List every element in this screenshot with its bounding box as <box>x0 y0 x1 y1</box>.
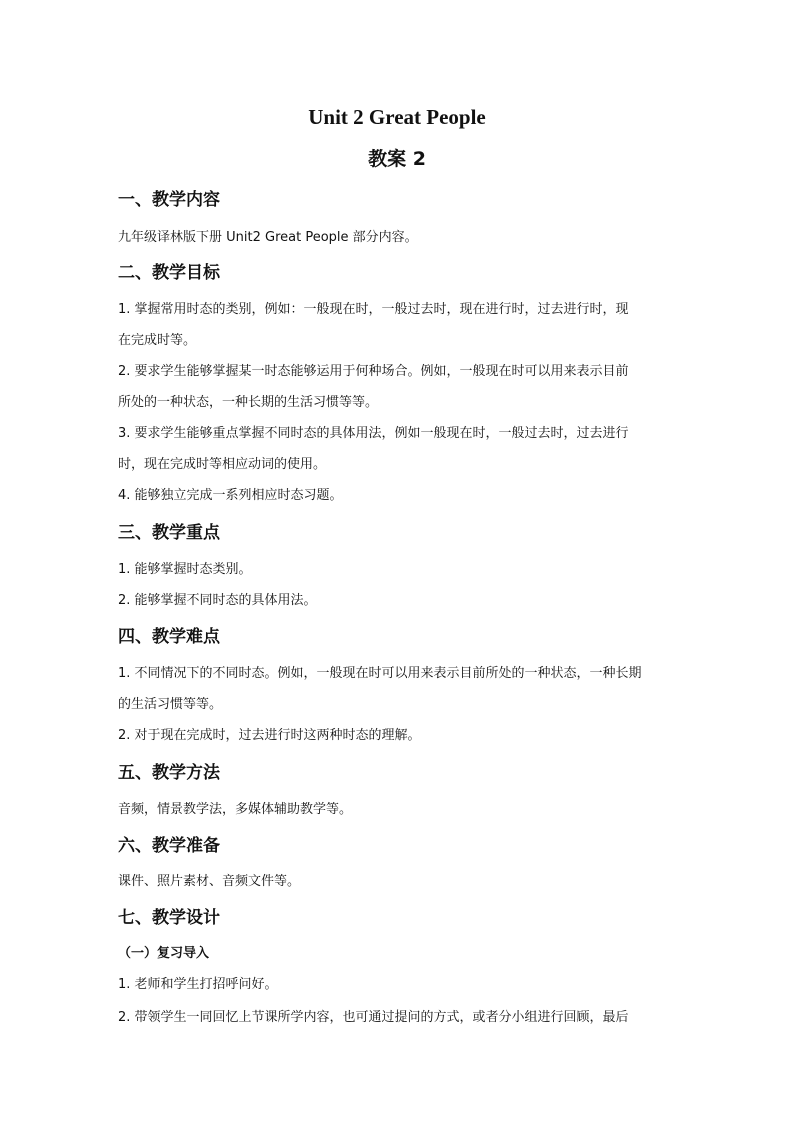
paragraph-line: 九年级译林版下册 Unit2 Great People 部分内容。 <box>118 230 418 245</box>
paragraph-line: 1. 老师和学生打招呼问好。 <box>118 977 278 992</box>
section-heading-methods: 五、教学方法 <box>118 763 220 783</box>
paragraph-line: 的生活习惯等等。 <box>118 697 223 712</box>
document-title: Unit 2 Great People <box>308 105 486 129</box>
paragraph-line: 4. 能够独立完成一系列相应时态习题。 <box>118 488 343 503</box>
paragraph-line: 3. 要求学生能够重点掌握不同时态的具体用法，例如一般现在时，一般过去时，过去进行 <box>118 426 629 441</box>
section-heading-content: 一、教学内容 <box>118 190 220 210</box>
section-heading-difficulties: 四、教学难点 <box>118 627 220 647</box>
paragraph-line: 在完成时等。 <box>118 333 197 348</box>
paragraph-line: 2. 带领学生一同回忆上节课所学内容，也可通过提问的方式，或者分小组进行回顾，最后 <box>118 1010 629 1025</box>
section-heading-key-points: 三、教学重点 <box>118 523 220 543</box>
subsection-heading-review: （一）复习导入 <box>118 946 210 961</box>
paragraph-line: 时，现在完成时等相应动词的使用。 <box>118 457 327 472</box>
paragraph-line: 音频，情景教学法，多媒体辅助教学等。 <box>118 802 353 817</box>
section-heading-preparation: 六、教学准备 <box>118 836 220 856</box>
document-subtitle: 教案 2 <box>368 148 426 170</box>
paragraph-line: 课件、照片素材、音频文件等。 <box>118 874 301 889</box>
paragraph-line: 2. 能够掌握不同时态的具体用法。 <box>118 593 317 608</box>
paragraph-line: 1. 能够掌握时态类别。 <box>118 562 252 577</box>
paragraph-line: 2. 要求学生能够掌握某一时态能够运用于何种场合。例如，一般现在时可以用来表示目前 <box>118 364 629 379</box>
paragraph-line: 2. 对于现在完成时，过去进行时这两种时态的理解。 <box>118 728 421 743</box>
paragraph-line: 1. 掌握常用时态的类别，例如：一般现在时，一般过去时，现在进行时，过去进行时，现 <box>118 302 629 317</box>
section-heading-design: 七、教学设计 <box>118 908 220 928</box>
section-heading-objectives: 二、教学目标 <box>118 263 220 283</box>
paragraph-line: 所处的一种状态，一种长期的生活习惯等等。 <box>118 395 379 410</box>
paragraph-line: 1. 不同情况下的不同时态。例如，一般现在时可以用来表示目前所处的一种状态，一种长期 <box>118 666 642 681</box>
